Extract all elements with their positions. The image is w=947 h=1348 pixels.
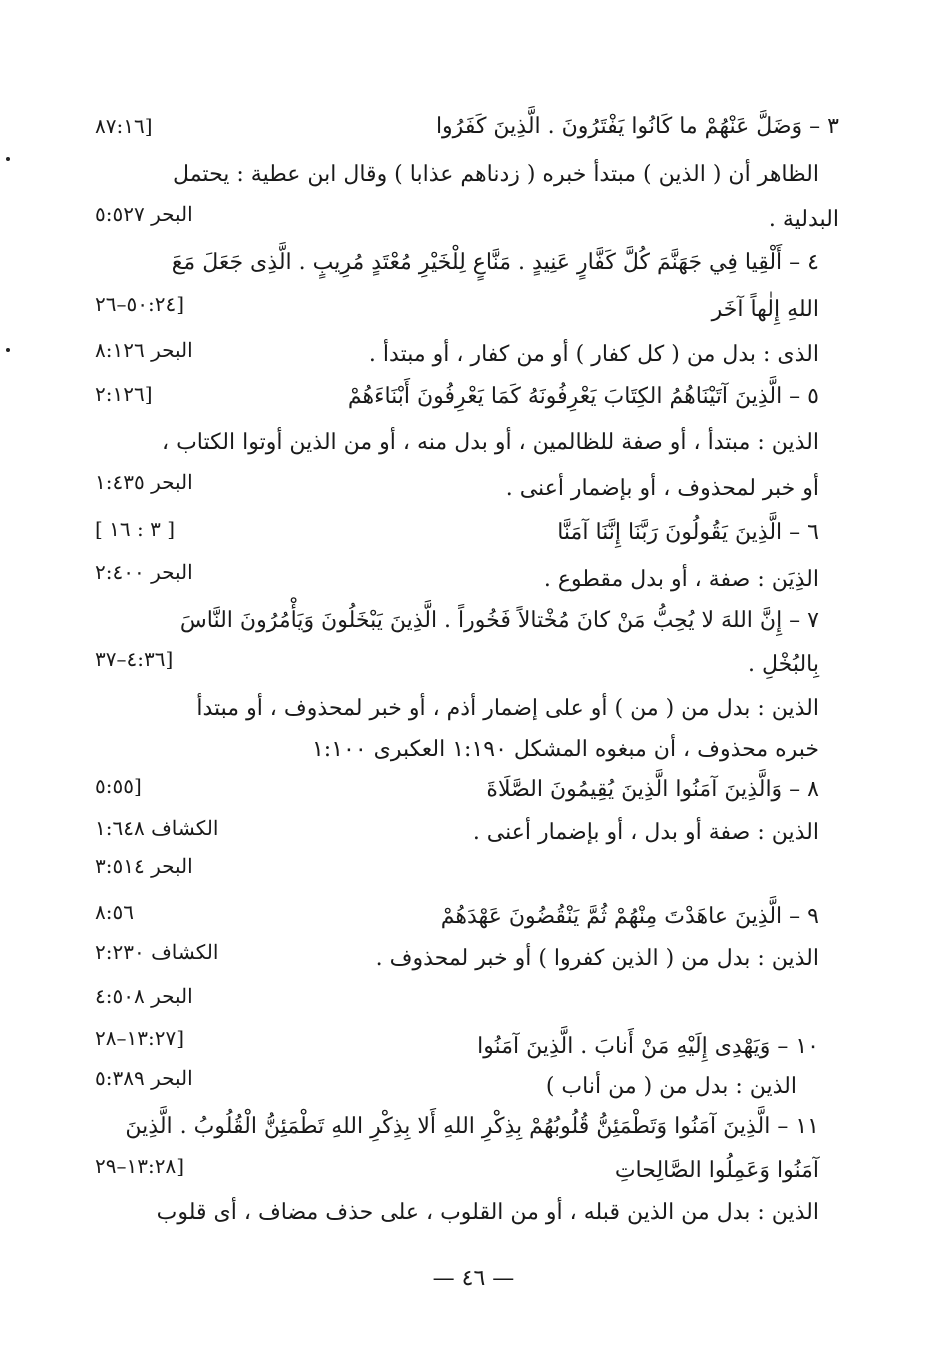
entry-4-verse-1: ٤ – أَلْقِيا فِي جَهَنَّمَ كُلَّ كَفَّارٍ عَنِيدٍ . مَنَّاعٍ لِلْخَيْرِ مُعْتَدٍ مُرِيبٍ . الَّذِى جَعَلَ مَعَ (171, 250, 819, 275)
entry-5-commentary-2: أو خبر لمحذوف ، أو بإضمار أعنى . (505, 476, 819, 501)
page-number: — ٤٦ — (432, 1266, 515, 1291)
entry-9-verse: ٩ – الَّذِينَ عاهَدْتَ مِنْهُمْ ثُمَّ يَنْقُضُونَ عَهْدَهُمْ (440, 904, 819, 929)
entry-9-source-1: الكشاف ٢:٢٣٠ (95, 940, 219, 964)
entry-11-verse-2: آمَنُوا وَعَمِلُوا الصَّالِحاتِ (614, 1158, 819, 1183)
entry-7-verse-ref: [٤:٣٦–٣٧ (95, 647, 174, 671)
entry-5-source-1: البحر ١:٤٣٥ (95, 470, 193, 494)
entry-5-verse: ٥ – الَّذِينَ آتَيْنَاهُمُ الكِتَابَ يَعْرِفُونَهُ كَمَا يَعْرِفُونَ أَبْنَاءَهُمْ (347, 384, 819, 409)
entry-3-verse-ref: [٨٧:١٦ (95, 114, 153, 138)
entry-8-commentary-1: الذين : صفة أو بدل ، أو بإضمار أعنى . (472, 820, 819, 845)
entry-8-source-2: البحر ٣:٥١٤ (95, 854, 193, 878)
entry-5-commentary-1: الذين : مبتدأ ، أو صفة للظالمين ، أو بدل منه ، أو من الذين أوتوا الكتاب ، (161, 430, 819, 455)
entry-10-source-1: البحر ٥:٣٨٩ (95, 1066, 193, 1090)
entry-4-source-1: البحر ٨:١٢٦ (95, 338, 193, 362)
entry-9-source-2: البحر ٤:٥٠٨ (95, 984, 193, 1008)
entry-7-verse-2: بِالبُخْلِ . (747, 652, 819, 677)
entry-7-commentary-2: خبره محذوف ، أن مبغوه المشكل ١:١٩٠ العكبرى ١:١٠٠ (311, 737, 819, 762)
entry-11-verse-1: ١١ – الَّذِينَ آمَنُوا وَتَطْمَئِنُّ قُلُوبُهُمْ بِذِكْرِ اللهِ أَلا بِذِكْرِ اللهِ تَطْمَئِنُّ الْقُلُوبُ . الَّذِينَ (125, 1114, 819, 1139)
entry-5-verse-ref: [٢:١٢٦ (95, 382, 153, 406)
entry-3-commentary-1: الظاهر أن ( الذين ) مبتدأ خبره ( زدناهم عذابا ) وقال ابن عطية : يحتمل (173, 162, 819, 187)
entry-8-verse: ٨ – وَالَّذِينَ آمَنُوا الَّذِينَ يُقِيمُونَ الصَّلَاةَ (486, 777, 819, 802)
entry-7-commentary-1: الذين : بدل من ( من ) أو على إضمار أذم ، أو خبر لمحذوف ، أو مبتدأ (196, 696, 819, 721)
entry-8-verse-ref: [٥:٥٥ (95, 774, 142, 798)
entry-8-source-1: الكشاف ١:٦٤٨ (95, 816, 219, 840)
scan-mark-dot (6, 157, 10, 161)
entry-11-verse-ref: [١٣:٢٨–٢٩ (95, 1154, 185, 1178)
scan-mark-dot (6, 348, 10, 352)
entry-9-verse-ref: ٨:٥٦ (95, 900, 134, 924)
entry-6-verse-ref: [ ٣ : ١٦ ] (95, 517, 176, 541)
entry-9-commentary-1: الذين : بدل من ( الذين كفروا ) أو خبر لمحذوف . (375, 946, 819, 971)
entry-4-commentary-1: الذى : بدل من ( كل كفار ) أو من كفار ، أو مبتدأ . (368, 342, 819, 367)
entry-6-verse: ٦ – الَّذِينَ يَقُولُونَ رَبَّنَا إِنَّنَا آمَنَّا (557, 520, 819, 545)
entry-3-commentary-2: البدلية . (768, 207, 839, 232)
entry-7-verse-1: ٧ – إِنَّ اللهَ لا يُحِبُّ مَنْ كانَ مُخْتالاً فَخُوراً . الَّذِينَ يَبْخَلُونَ وَيَأْمُرُونَ النَّاسَ (179, 608, 819, 633)
entry-6-source-1: البحر ٢:٤٠٠ (95, 560, 193, 584)
entry-10-verse: ١٠ – وَيَهْدِى إِلَيْهِ مَنْ أَنابَ . الَّذِينَ آمَنُوا (477, 1034, 819, 1059)
entry-4-verse-2: اللهِ إِلٰهاً آخَر (711, 297, 819, 322)
entry-3-verse: ٣ – وَضَلَّ عَنْهُمْ ما كَانُوا يَفْتَرُونَ . الَّذِينَ كَفَرُوا (435, 114, 839, 139)
entry-6-commentary-1: الذِيَن : صفة ، أو بدل مقطوع . (543, 567, 819, 592)
entry-3-source-1: البحر ٥:٥٢٧ (95, 202, 193, 226)
entry-11-commentary-1: الذين : بدل من الذين قبله ، أو من القلوب ، على حذف مضاف ، أى قلوب (156, 1200, 819, 1225)
entry-10-verse-ref: [١٣:٢٧–٢٨ (95, 1026, 185, 1050)
entry-4-verse-ref: [٥٠:٢٤–٢٦ (95, 292, 185, 316)
entry-10-commentary-1: الذين : بدل من ( من أناب ) (545, 1074, 797, 1099)
